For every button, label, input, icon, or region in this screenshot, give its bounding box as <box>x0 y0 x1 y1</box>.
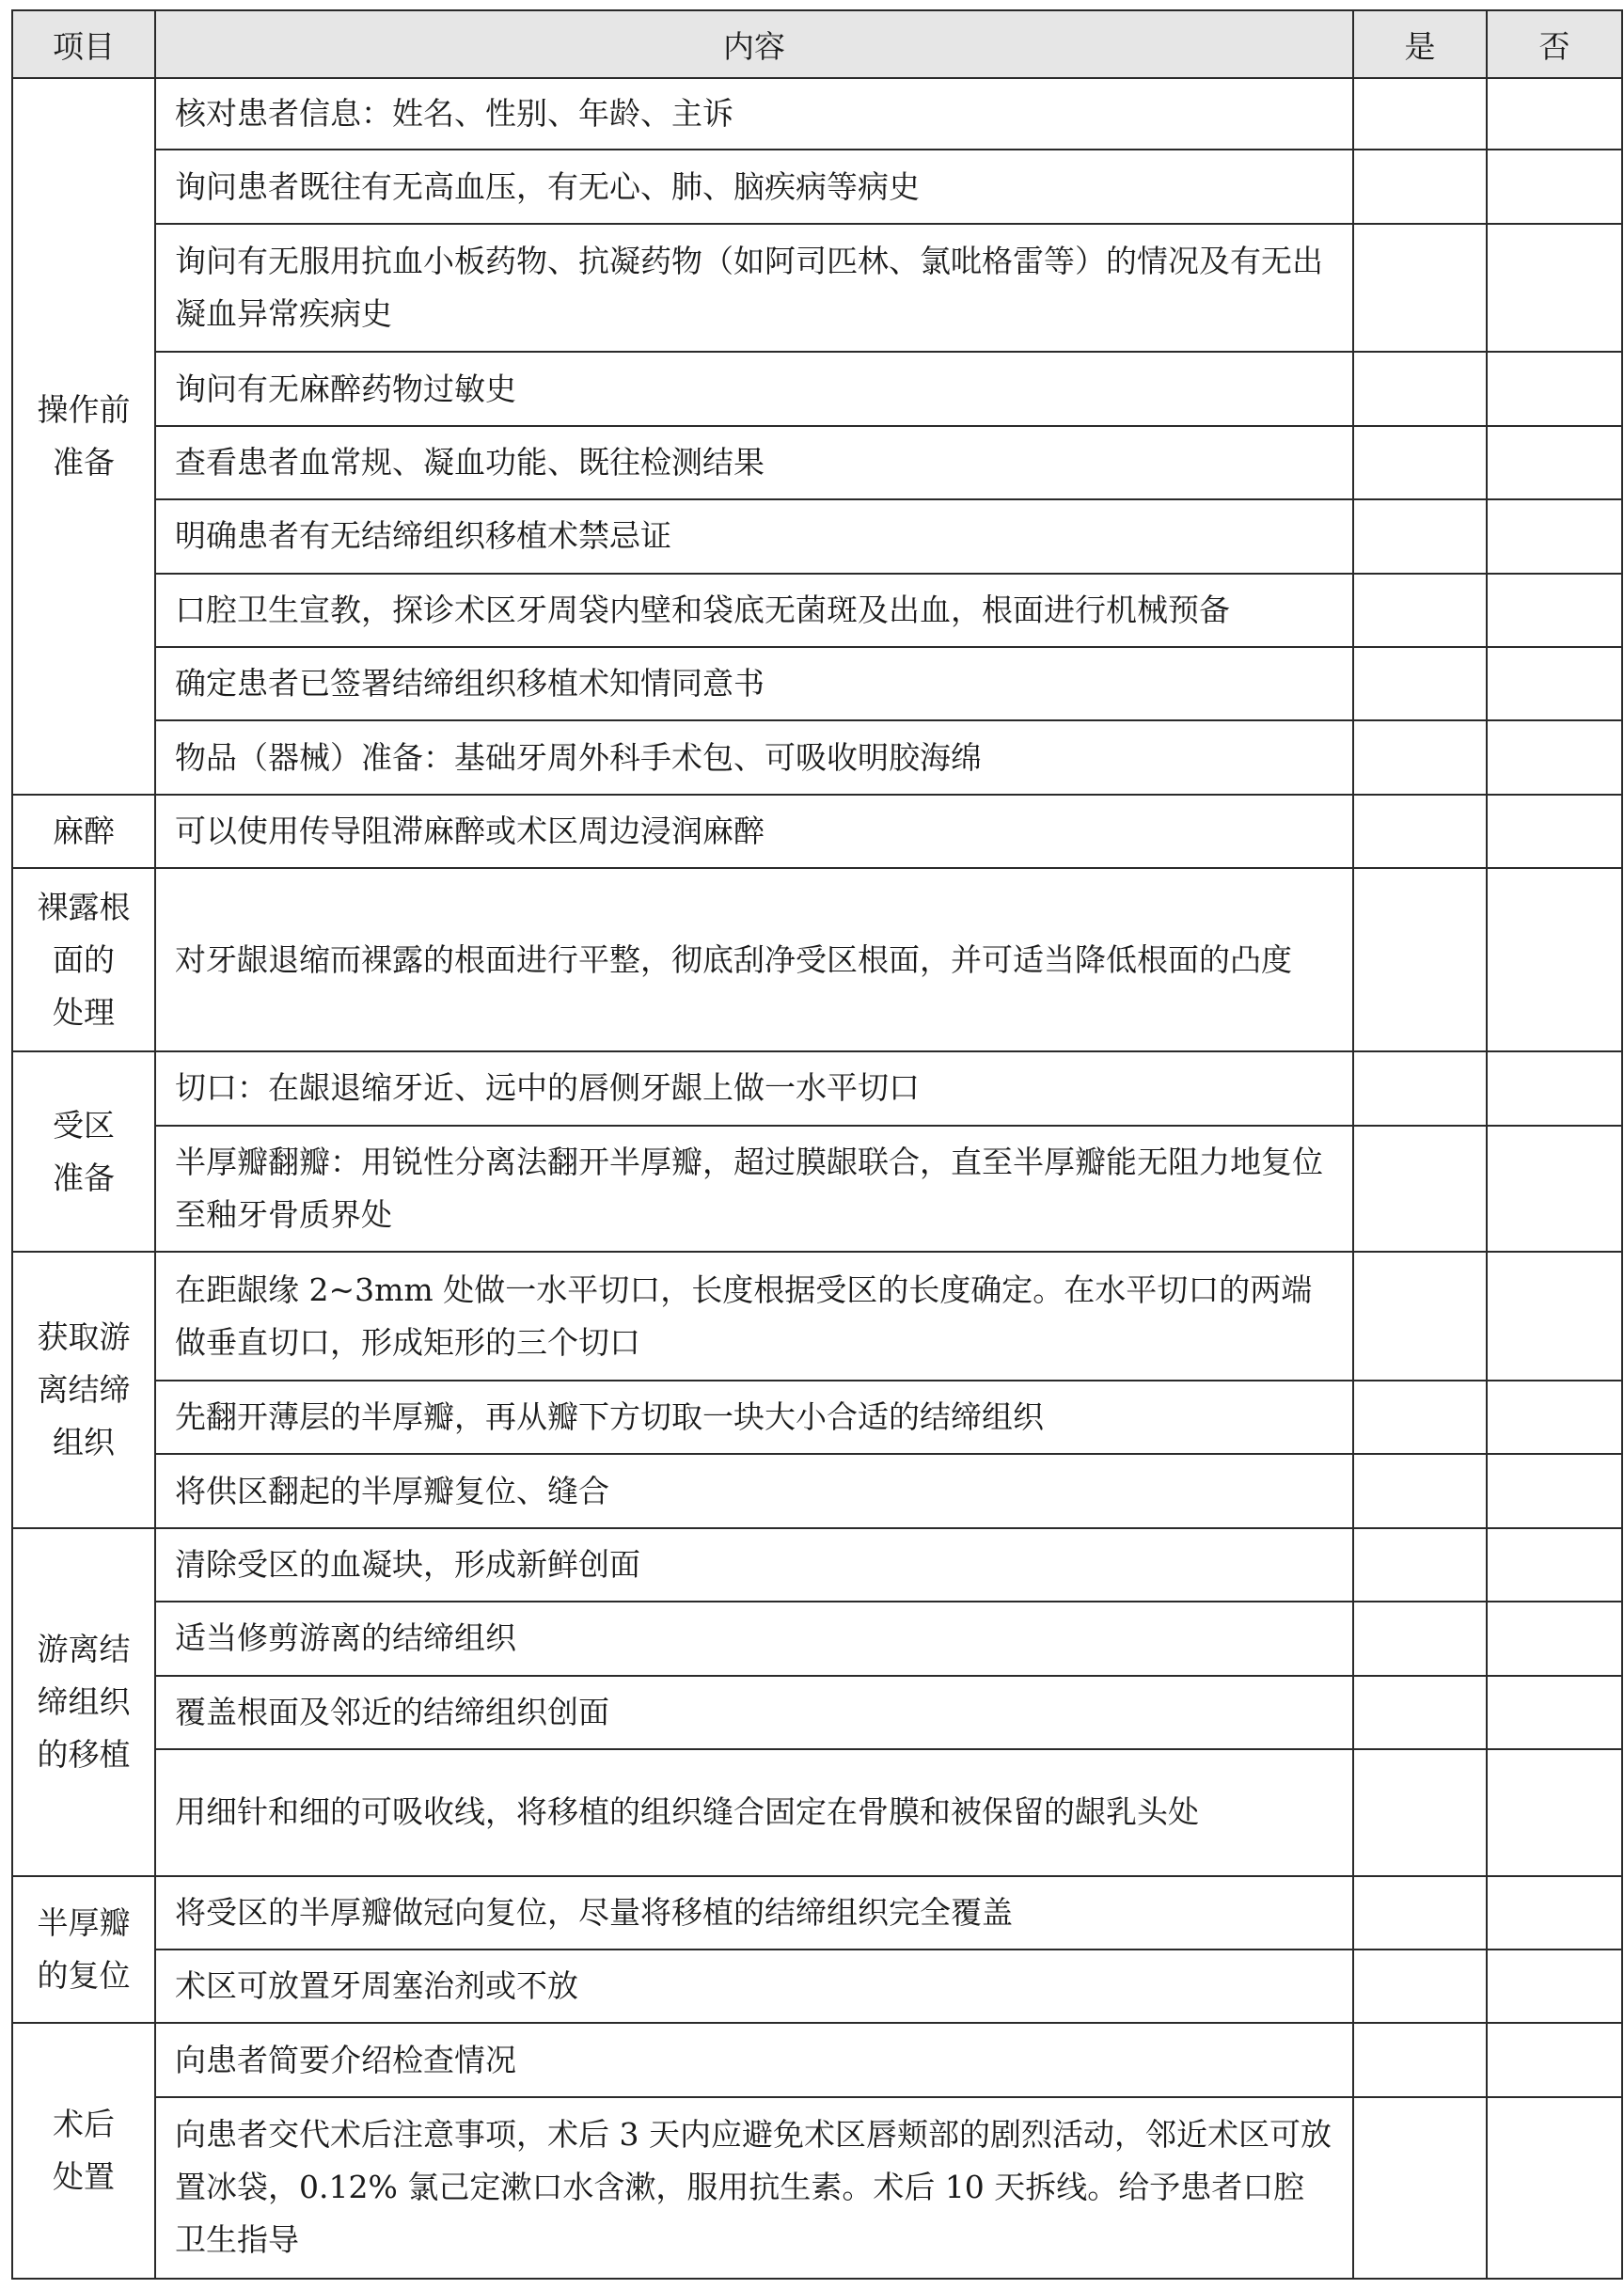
content-cell: 可以使用传导阻滞麻醉或术区周边浸润麻醉 <box>155 795 1353 868</box>
table-row <box>12 1876 1622 1950</box>
yes-check-cell[interactable] <box>1353 150 1487 223</box>
table-row <box>12 1950 1622 2023</box>
table-row <box>12 1749 1622 1876</box>
header-yes: 是 <box>1353 10 1487 78</box>
no-check-cell[interactable] <box>1487 795 1622 868</box>
content-cell: 向患者交代术后注意事项，术后 3 天内应避免术区唇颊部的剧烈活动，邻近术区可放置冰袋，0.12% 氯己定漱口水含漱，服用抗生素。术后 10 天拆线。给予患者口腔卫生指导 <box>155 2097 1353 2279</box>
header-content: 内容 <box>155 10 1353 78</box>
yes-check-cell[interactable] <box>1353 1602 1487 1675</box>
no-check-cell[interactable] <box>1487 2023 1622 2096</box>
content-cell: 先翻开薄层的半厚瓣，再从瓣下方切取一块大小合适的结缔组织 <box>155 1381 1353 1454</box>
checklist-table <box>11 9 1623 2280</box>
category-label: 获取游 离结缔 组织 <box>37 1318 131 1461</box>
yes-check-cell[interactable] <box>1353 1126 1487 1253</box>
content-cell: 确定患者已签署结缔组织移植术知情同意书 <box>155 647 1353 720</box>
content-cell: 切口：在龈退缩牙近、远中的唇侧牙龈上做一水平切口 <box>155 1051 1353 1125</box>
no-check-cell[interactable] <box>1487 499 1622 573</box>
content-cell: 询问有无服用抗血小板药物、抗凝药物（如阿司匹林、氯吡格雷等）的情况及有无出凝血异常疾病史 <box>155 224 1353 353</box>
table-row <box>12 1252 1622 1381</box>
table-row <box>12 1454 1622 1527</box>
content-cell: 向患者简要介绍检查情况 <box>155 2023 1353 2096</box>
no-check-cell[interactable] <box>1487 426 1622 499</box>
header-no: 否 <box>1487 10 1622 78</box>
content-cell: 在距龈缘 2~3mm 处做一水平切口，长度根据受区的长度确定。在水平切口的两端做垂直切口，形成矩形的三个切口 <box>155 1252 1353 1381</box>
content-cell: 询问患者既往有无高血压，有无心、肺、脑疾病等病史 <box>155 150 1353 223</box>
table-row <box>12 426 1622 499</box>
table-row <box>12 78 1622 150</box>
table-row <box>12 868 1622 1051</box>
content-cell: 核对患者信息：姓名、性别、年龄、主诉 <box>155 78 1353 150</box>
yes-check-cell[interactable] <box>1353 1454 1487 1527</box>
checklist-body <box>12 78 1622 2279</box>
no-check-cell[interactable] <box>1487 574 1622 647</box>
no-check-cell[interactable] <box>1487 1876 1622 1950</box>
no-check-cell[interactable] <box>1487 1126 1622 1253</box>
yes-check-cell[interactable] <box>1353 1876 1487 1950</box>
table-row <box>12 795 1622 868</box>
header-item: 项目 <box>12 10 155 78</box>
yes-check-cell[interactable] <box>1353 720 1487 794</box>
category-cell <box>12 795 155 868</box>
no-check-cell[interactable] <box>1487 1749 1622 1876</box>
category-label: 受区 准备 <box>53 1106 115 1196</box>
yes-check-cell[interactable] <box>1353 868 1487 1051</box>
content-cell: 物品（器械）准备：基础牙周外科手术包、可吸收明胶海绵 <box>155 720 1353 794</box>
no-check-cell[interactable] <box>1487 78 1622 150</box>
content-cell: 将供区翻起的半厚瓣复位、缝合 <box>155 1454 1353 1527</box>
yes-check-cell[interactable] <box>1353 78 1487 150</box>
content-cell: 对牙龈退缩而裸露的根面进行平整，彻底刮净受区根面，并可适当降低根面的凸度 <box>155 868 1353 1051</box>
yes-check-cell[interactable] <box>1353 426 1487 499</box>
table-row <box>12 1381 1622 1454</box>
table-row <box>12 1602 1622 1675</box>
content-cell: 查看患者血常规、凝血功能、既往检测结果 <box>155 426 1353 499</box>
table-row <box>12 224 1622 353</box>
yes-check-cell[interactable] <box>1353 1051 1487 1125</box>
table-row <box>12 647 1622 720</box>
table-row <box>12 499 1622 573</box>
category-cell <box>12 1252 155 1527</box>
category-label: 半厚瓣 的复位 <box>37 1904 131 1994</box>
category-cell <box>12 2023 155 2279</box>
yes-check-cell[interactable] <box>1353 224 1487 353</box>
yes-check-cell[interactable] <box>1353 1528 1487 1602</box>
category-cell <box>12 1528 155 1876</box>
table-row <box>12 352 1622 425</box>
no-check-cell[interactable] <box>1487 868 1622 1051</box>
category-label: 裸露根 面的 处理 <box>37 888 131 1031</box>
no-check-cell[interactable] <box>1487 352 1622 425</box>
table-row <box>12 1126 1622 1253</box>
table-row <box>12 2023 1622 2096</box>
table-row <box>12 574 1622 647</box>
table-row <box>12 720 1622 794</box>
no-check-cell[interactable] <box>1487 647 1622 720</box>
category-label: 麻醉 <box>53 813 115 849</box>
table-row <box>12 1676 1622 1749</box>
yes-check-cell[interactable] <box>1353 2097 1487 2279</box>
no-check-cell[interactable] <box>1487 1950 1622 2023</box>
yes-check-cell[interactable] <box>1353 352 1487 425</box>
content-cell: 适当修剪游离的结缔组织 <box>155 1602 1353 1675</box>
yes-check-cell[interactable] <box>1353 1252 1487 1381</box>
no-check-cell[interactable] <box>1487 1602 1622 1675</box>
table-row <box>12 1528 1622 1602</box>
content-cell: 覆盖根面及邻近的结缔组织创面 <box>155 1676 1353 1749</box>
category-cell <box>12 1051 155 1252</box>
content-cell: 用细针和细的可吸收线，将移植的组织缝合固定在骨膜和被保留的龈乳头处 <box>155 1749 1353 1876</box>
yes-check-cell[interactable] <box>1353 1749 1487 1876</box>
content-cell: 口腔卫生宣教，探诊术区牙周袋内壁和袋底无菌斑及出血，根面进行机械预备 <box>155 574 1353 647</box>
no-check-cell[interactable] <box>1487 1381 1622 1454</box>
category-label: 术后 处置 <box>53 2106 115 2196</box>
header-row <box>12 10 1622 78</box>
no-check-cell[interactable] <box>1487 150 1622 223</box>
yes-check-cell[interactable] <box>1353 2023 1487 2096</box>
yes-check-cell[interactable] <box>1353 1950 1487 2023</box>
no-check-cell[interactable] <box>1487 2097 1622 2279</box>
content-cell: 明确患者有无结缔组织移植术禁忌证 <box>155 499 1353 573</box>
yes-check-cell[interactable] <box>1353 795 1487 868</box>
category-cell <box>12 868 155 1051</box>
no-check-cell[interactable] <box>1487 1051 1622 1125</box>
no-check-cell[interactable] <box>1487 1454 1622 1527</box>
content-cell: 询问有无麻醉药物过敏史 <box>155 352 1353 425</box>
content-cell: 清除受区的血凝块，形成新鲜创面 <box>155 1528 1353 1602</box>
yes-check-cell[interactable] <box>1353 647 1487 720</box>
category-cell <box>12 1876 155 2024</box>
table-row <box>12 1051 1622 1125</box>
no-check-cell[interactable] <box>1487 1528 1622 1602</box>
table-row <box>12 150 1622 223</box>
checklist-page <box>11 9 1621 2280</box>
content-cell: 术区可放置牙周塞治剂或不放 <box>155 1950 1353 2023</box>
category-cell <box>12 78 155 795</box>
content-cell: 将受区的半厚瓣做冠向复位，尽量将移植的结缔组织完全覆盖 <box>155 1876 1353 1950</box>
category-label: 操作前 准备 <box>37 390 131 481</box>
yes-check-cell[interactable] <box>1353 574 1487 647</box>
table-row <box>12 2097 1622 2279</box>
yes-check-cell[interactable] <box>1353 1676 1487 1749</box>
content-cell: 半厚瓣翻瓣：用锐性分离法翻开半厚瓣，超过膜龈联合，直至半厚瓣能无阻力地复位至釉牙骨质界处 <box>155 1126 1353 1253</box>
no-check-cell[interactable] <box>1487 1252 1622 1381</box>
yes-check-cell[interactable] <box>1353 499 1487 573</box>
category-label: 游离结 缔组织 的移植 <box>37 1630 131 1773</box>
no-check-cell[interactable] <box>1487 1676 1622 1749</box>
no-check-cell[interactable] <box>1487 720 1622 794</box>
no-check-cell[interactable] <box>1487 224 1622 353</box>
yes-check-cell[interactable] <box>1353 1381 1487 1454</box>
